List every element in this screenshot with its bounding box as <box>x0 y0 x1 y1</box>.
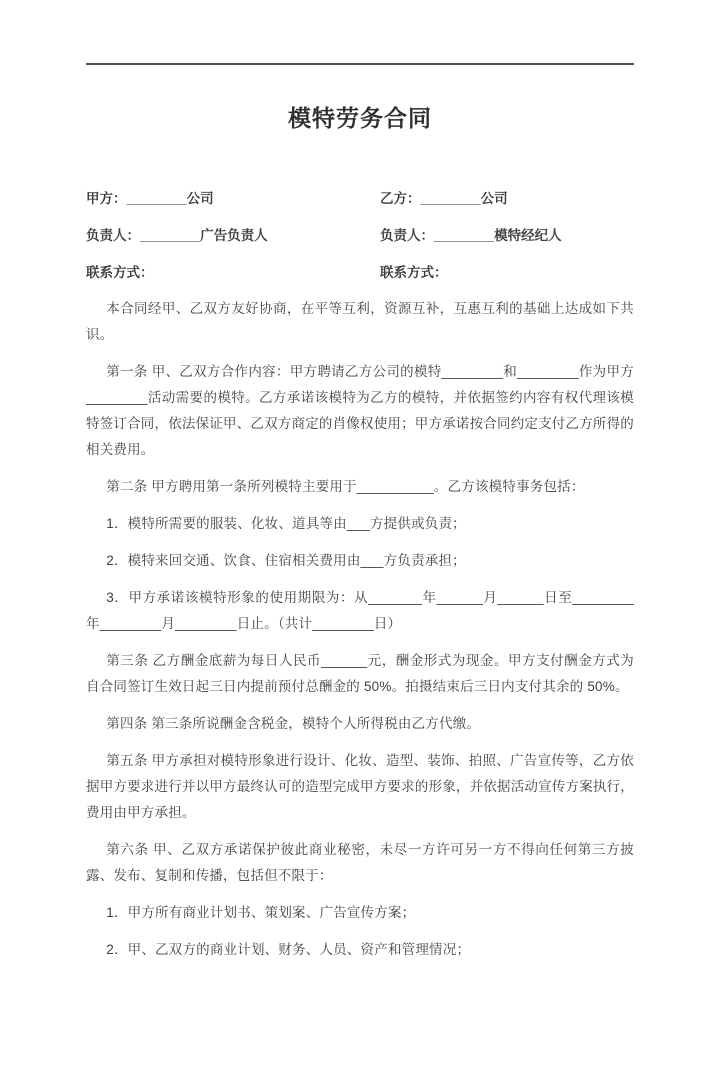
paragraph-article-5: 第五条 甲方承担对模特形象进行设计、化妆、造型、装饰、拍照、广告宣传等，乙方依据甲方要求进行并以甲方最终认可的造型完成甲方要求的形象，并依据活动宣传方案执行，费用由甲方承担。 <box>86 753 634 820</box>
article-2-item-1: 1．模特所需要的服装、化妆、道具等由___方提供或负责； <box>106 516 466 531</box>
party-a-name-line: 甲方：________公司 <box>86 191 214 206</box>
article-6-item-2: 2．甲、乙双方的商业计划、财务、人员、资产和管理情况； <box>106 942 471 957</box>
party-b-contact-line: 联系方式： <box>380 265 448 280</box>
header-divider-line <box>86 63 634 65</box>
paragraph-article-2: 第二条 甲方聘用第一条所列模特主要用于__________。乙方该模特事务包括： <box>106 479 585 494</box>
paragraph-article-4: 第四条 第三条所说酬金含税金，模特个人所得税由乙方代缴。 <box>106 716 481 731</box>
paragraph-article-3: 第三条 乙方酬金底薪为每日人民币______元，酬金形式为现金。甲方支付酬金方式为自合同签订生效日起三日内提前预付总酬金的 50%。拍摄结束后三日内支付其余的 50%。 <box>86 653 634 694</box>
article-6-item-1: 1．甲方所有商业计划书、策划案、广告宣传方案； <box>106 905 416 920</box>
article-2-item-3: 3．甲方承诺该模特形象的使用期限为：从_______年______月______日至________年________月________日止。（共计________日） <box>86 590 634 631</box>
contract-title: 模特劳务合同 <box>288 105 432 131</box>
party-b-name-line: 乙方：________公司 <box>380 191 508 206</box>
party-a-contact-line: 联系方式： <box>86 265 154 280</box>
party-b-manager-line: 负责人：________模特经纪人 <box>380 228 562 243</box>
contract-page <box>0 63 720 1080</box>
party-a-manager-line: 负责人：________广告负责人 <box>86 228 268 243</box>
contract-body <box>86 296 634 963</box>
article-2-item-2: 2．模特来回交通、饮食、住宿相关费用由___方负责承担； <box>106 553 466 568</box>
parties-section <box>86 185 634 286</box>
paragraph-preamble: 本合同经甲、乙双方友好协商，在平等互利，资源互补，互惠互利的基础上达成如下共识。 <box>86 301 634 342</box>
paragraph-article-6: 第六条 甲、乙双方承诺保护彼此商业秘密，未尽一方许可另一方不得向任何第三方披露、发布、复制和传播，包括但不限于： <box>86 842 634 883</box>
paragraph-article-1: 第一条 甲、乙双方合作内容：甲方聘请乙方公司的模特________和________作为甲方________活动需要的模特。乙方承诺该模特为乙方的模特，并依据签约内容有权代理该模特签订合同，依法保证甲、乙双方商定的肖像权使用；甲方承诺按合同约定支付乙方所得的相关费用。 <box>86 364 634 457</box>
